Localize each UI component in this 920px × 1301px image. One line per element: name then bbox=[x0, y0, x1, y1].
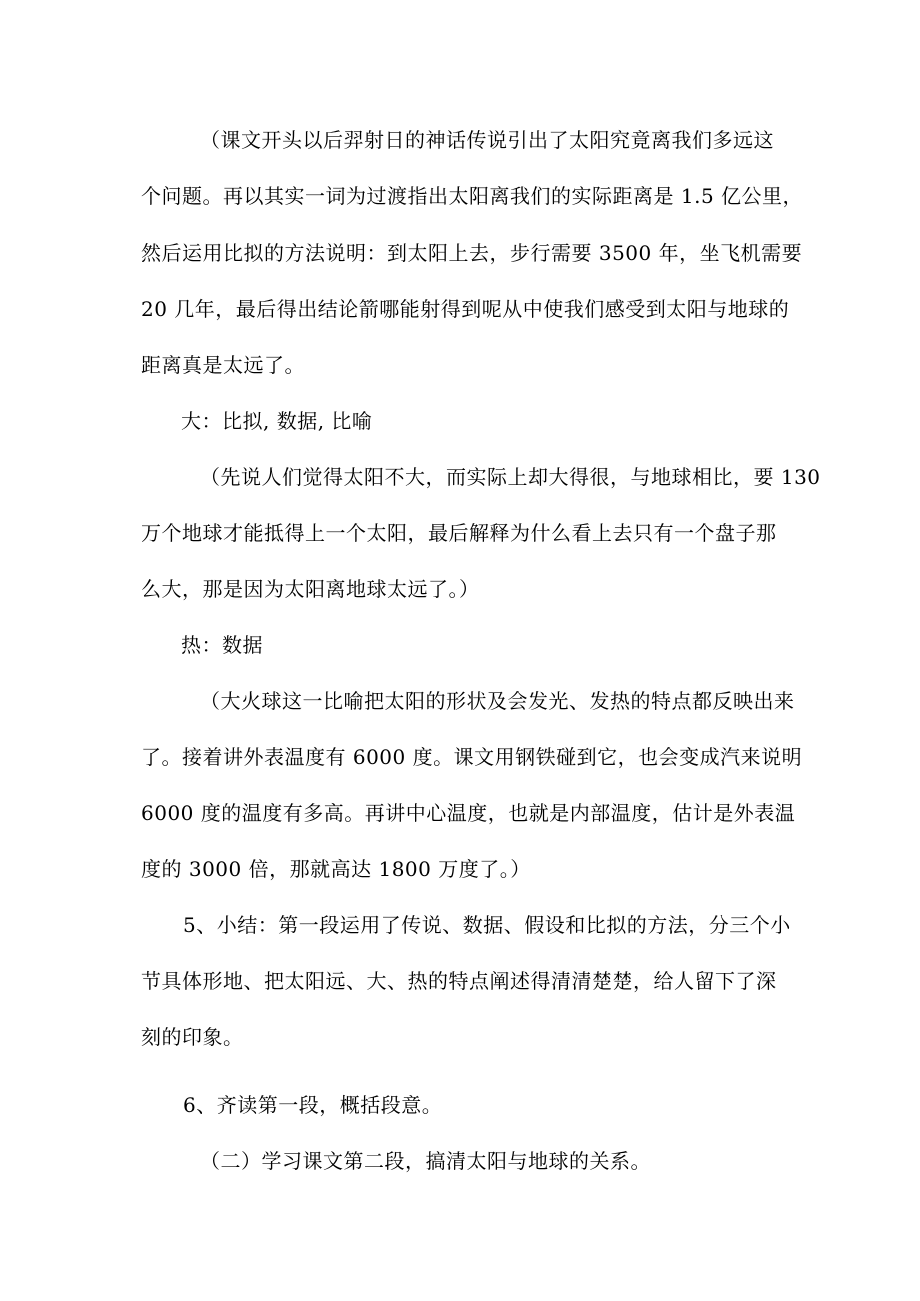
step-line: 6、齐读第一段，概括段意。 bbox=[183, 1093, 443, 1117]
paragraph-line: 万个地球才能抵得上一个太阳，最后解释为什么看上去只有一个盘子那 bbox=[141, 521, 777, 545]
section-heading-da: 大：比拟, 数据, 比喻 bbox=[181, 409, 373, 433]
paragraph-line: 个问题。再以其实一词为过渡指出太阳离我们的实际距离是 1.5 亿公里， bbox=[141, 184, 804, 208]
paragraph-line: 20 几年，最后得出结论箭哪能射得到呢从中使我们感受到太阳与地球的 bbox=[141, 297, 790, 321]
section-heading-re: 热：数据 bbox=[181, 633, 263, 657]
paragraph-line: 距离真是太远了。 bbox=[141, 353, 305, 377]
paragraph-line: （课文开头以后羿射日的神话传说引出了太阳究竟离我们多远这 bbox=[200, 128, 774, 152]
summary-line: 5、小结：第一段运用了传说、数据、假设和比拟的方法，分三个小 bbox=[183, 913, 791, 937]
paragraph-line: 然后运用比拟的方法说明：到太阳上去，步行需要 3500 年，坐飞机需要 bbox=[141, 241, 803, 265]
paragraph-line: 么大，那是因为太阳离地球太远了。） bbox=[141, 577, 480, 601]
paragraph-line: （大火球这一比喻把太阳的形状及会发光、发热的特点都反映出来 bbox=[200, 689, 795, 713]
paragraph-line: （先说人们觉得太阳不大，而实际上却大得很，与地球相比，要 130 bbox=[200, 465, 821, 489]
section-heading-part-two: （二）学习课文第二段，搞清太阳与地球的关系。 bbox=[200, 1149, 651, 1173]
paragraph-line: 6000 度的温度有多高。再讲中心温度，也就是内部温度，估计是外表温 bbox=[141, 801, 796, 825]
paragraph-line: 刻的印象。 bbox=[141, 1025, 244, 1049]
paragraph-line: 了。接着讲外表温度有 6000 度。课文用钢铁碰到它，也会变成汽来说明 bbox=[141, 745, 803, 769]
paragraph-line: 节具体形地、把太阳远、大、热的特点阐述得清清楚楚，给人留下了深 bbox=[141, 969, 777, 993]
paragraph-line: 度的 3000 倍，那就高达 1800 万度了。） bbox=[141, 857, 531, 881]
